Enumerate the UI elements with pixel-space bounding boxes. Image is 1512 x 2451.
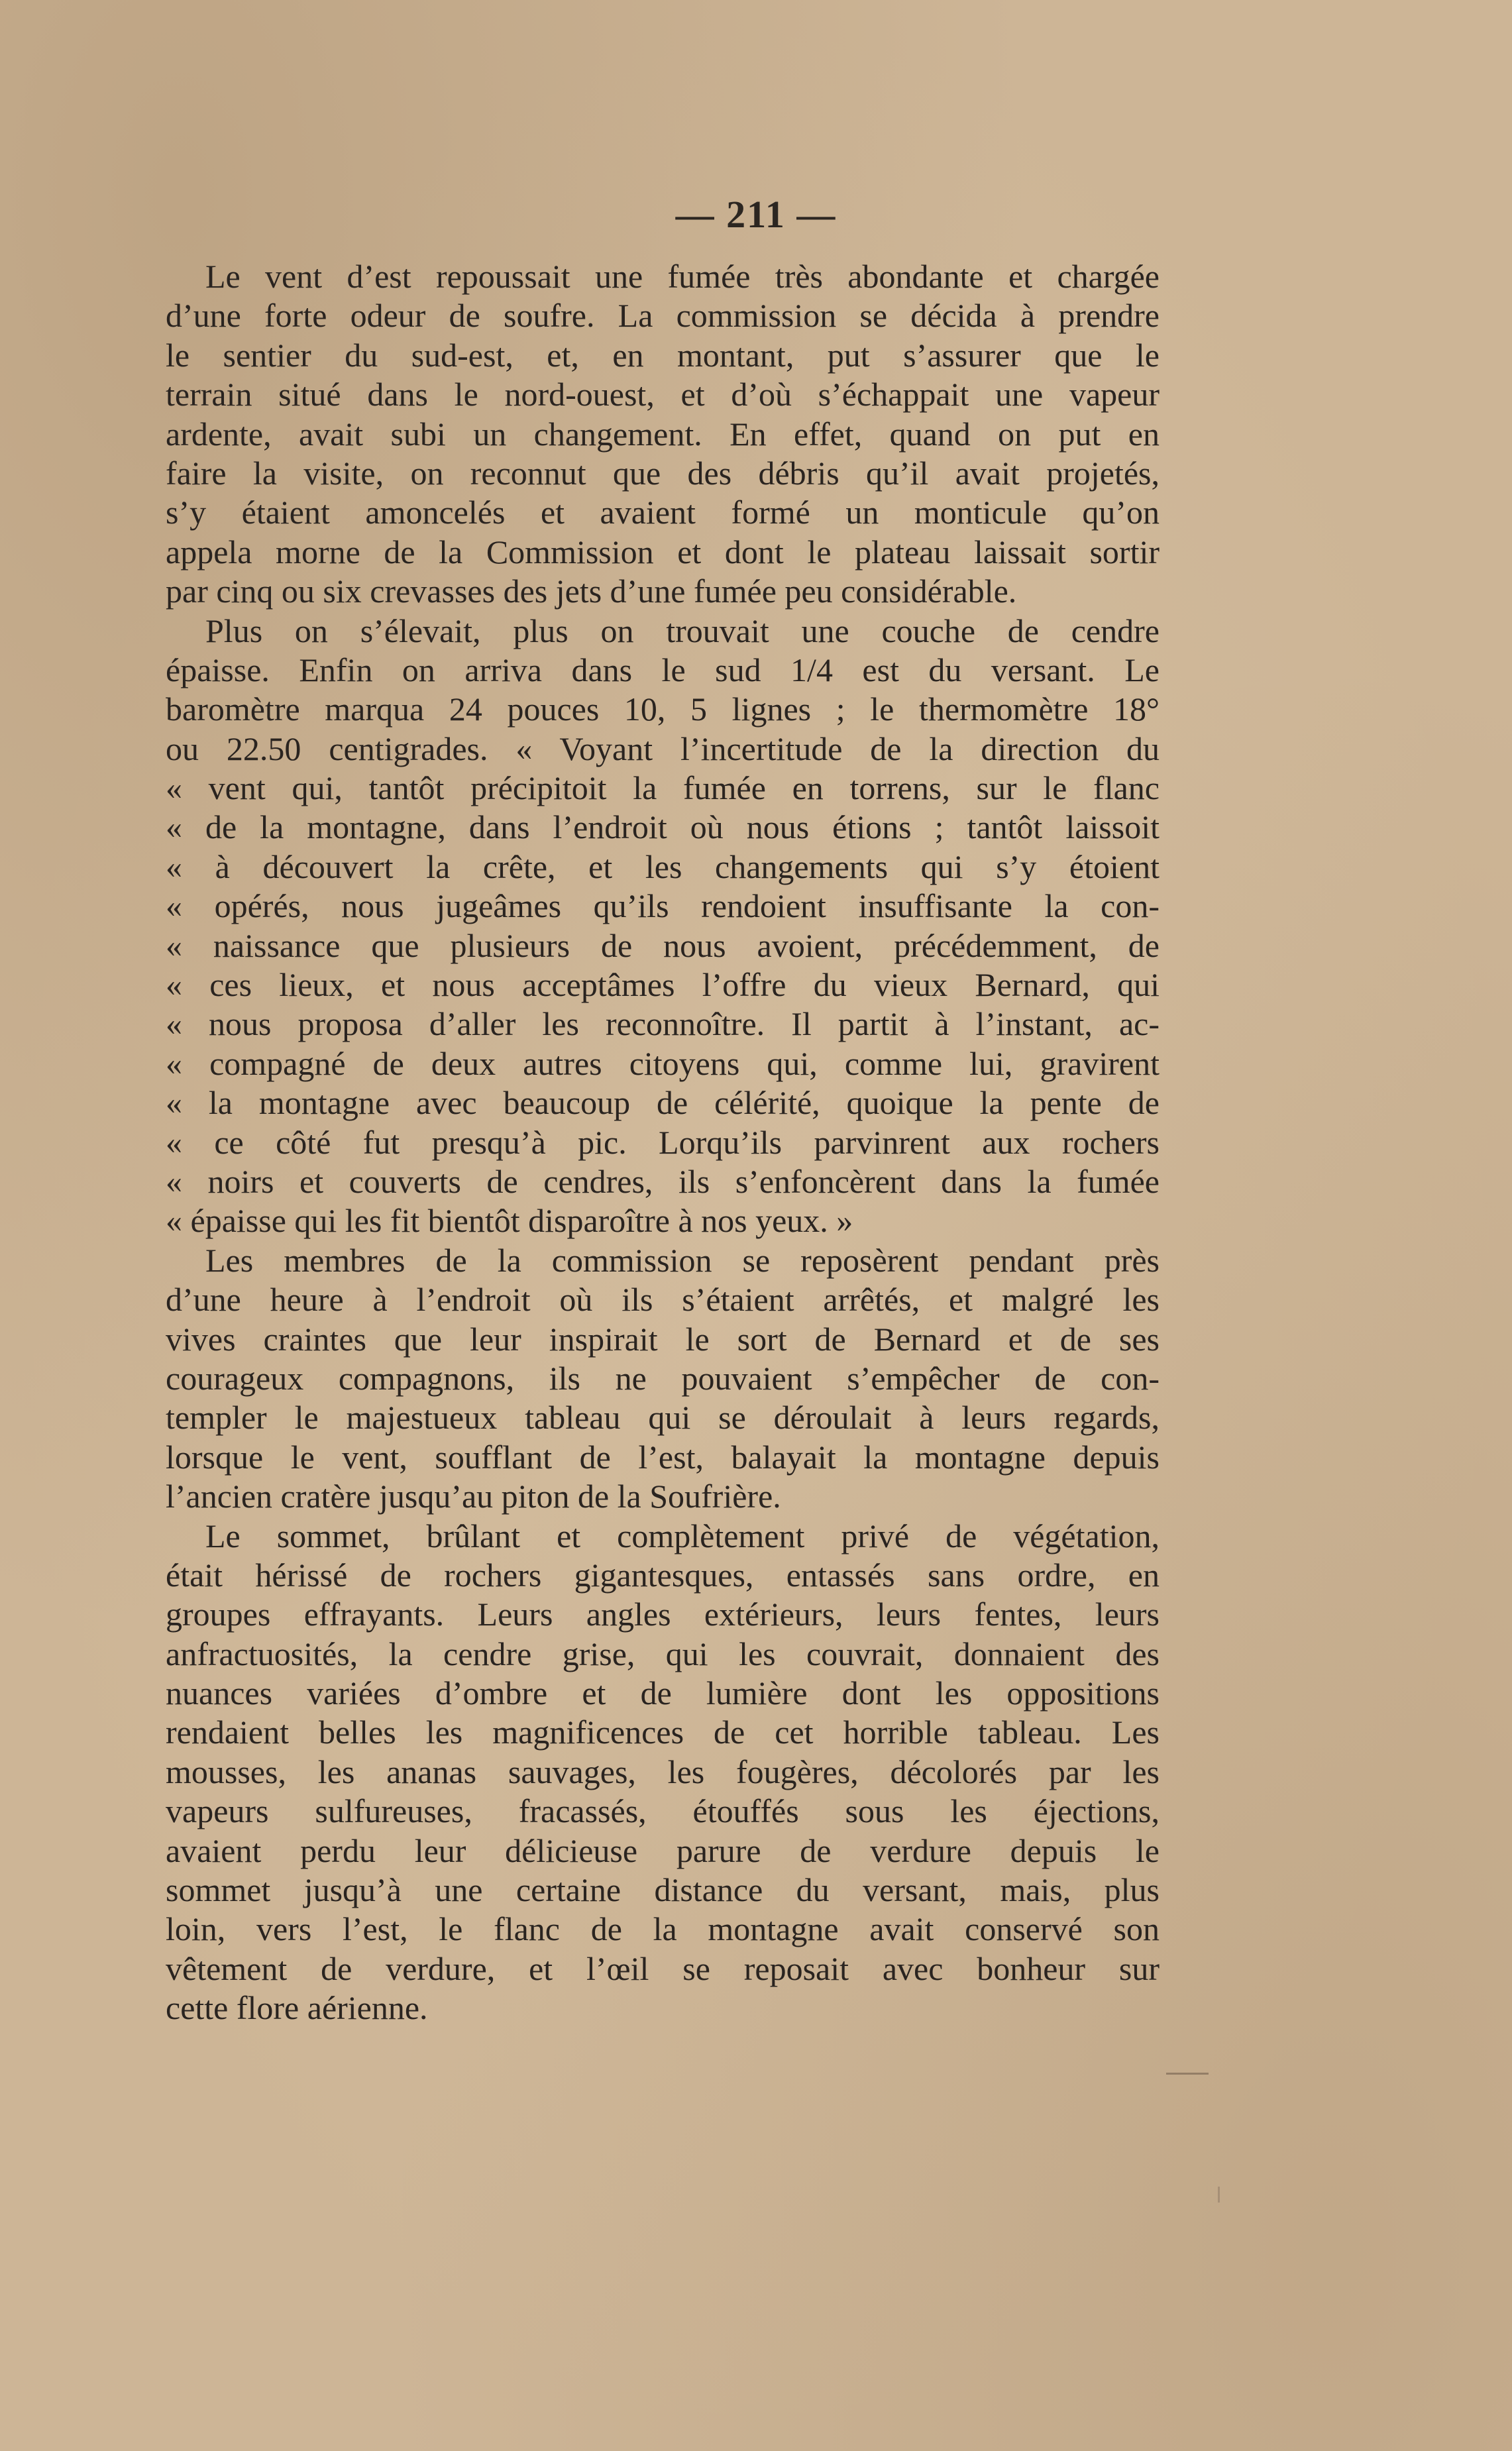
page-number: — 211 — [675, 193, 837, 236]
text-line: faire la visite, on reconnut que des débris qu’il avait projetés, [166, 454, 1160, 492]
text-line: sommet jusqu’à une certaine distance du versant, mais, plus [166, 1871, 1160, 1909]
text-line: groupes effrayants. Leurs angles extérieurs, leurs fentes, leurs [166, 1596, 1160, 1633]
text-line: ardente, avait subi un changement. En effet, quand on put en [166, 415, 1160, 453]
text-line: cette flore aérienne. [166, 1989, 428, 2027]
text-line: « la montagne avec beaucoup de célérité, quoique la pente de [166, 1084, 1160, 1122]
text-line: « de la montagne, dans l’endroit où nous étions ; tantôt laissoit [166, 808, 1160, 846]
text-line: nuances variées d’ombre et de lumière dont les oppositions [166, 1674, 1160, 1712]
text-line: lorsque le vent, soufflant de l’est, balayait la montagne depuis [166, 1438, 1160, 1476]
text-line: ou 22.50 centigrades. « Voyant l’incertitude de la direction du [166, 730, 1160, 767]
body-text [166, 257, 1160, 2028]
text-line: était hérissé de rochers gigantesques, entassés sans ordre, en [166, 1556, 1160, 1594]
text-line: « naissance que plusieurs de nous avoient, précédemment, de [166, 926, 1160, 964]
text-line: courageux compagnons, ils ne pouvaient s’empêcher de con- [166, 1359, 1160, 1397]
text-line: s’y étaient amoncelés et avaient formé un monticule qu’on [166, 494, 1160, 531]
text-line: Le vent d’est repoussait une fumée très abondante et chargée [205, 258, 1160, 295]
text-line: terrain situé dans le nord-ouest, et d’où s’échappait une vapeur [166, 376, 1160, 413]
text-line: Plus on s’élevait, plus on trouvait une couche de cendre [205, 612, 1160, 649]
text-line: loin, vers l’est, le flanc de la montagne avait conservé son [166, 1910, 1160, 1948]
text-line: vêtement de verdure, et l’œil se reposait avec bonheur sur [166, 1949, 1160, 1987]
text-line: « compagné de deux autres citoyens qui, comme lui, gravirent [166, 1044, 1160, 1082]
text-line: l’ancien cratère jusqu’au piton de la Soufrière. [166, 1478, 781, 1515]
text-line: rendaient belles les magnificences de cet horrible tableau. Les [166, 1714, 1160, 1751]
text-line: Les membres de la commission se reposèrent pendant près [205, 1241, 1160, 1279]
text-line: anfractuosités, la cendre grise, qui les couvrait, donnaient des [166, 1635, 1160, 1672]
text-line: « noirs et couverts de cendres, ils s’enfoncèrent dans la fumée [166, 1162, 1160, 1200]
text-line: « ces lieux, et nous acceptâmes l’offre du vieux Bernard, qui [166, 966, 1160, 1004]
text-line: d’une forte odeur de soufre. La commission se décida à prendre [166, 297, 1160, 335]
text-line: appela morne de la Commission et dont le plateau laissait sortir [166, 533, 1160, 571]
text-line: le sentier du sud-est, et, en montant, put s’assurer que le [166, 336, 1160, 374]
text-line: vapeurs sulfureuses, fracassés, étouffés sous les éjections, [166, 1792, 1160, 1830]
ink-mark [1218, 2187, 1220, 2203]
text-line: vives craintes que leur inspirait le sort de Bernard et de ses [166, 1320, 1160, 1358]
text-line: « épaisse qui les fit bientôt disparoître à nos yeux. » [166, 1202, 853, 1240]
text-line: « nous proposa d’aller les reconnoître. Il partit à l’instant, ac- [166, 1005, 1160, 1043]
text-line: Le sommet, brûlant et complètement privé de végétation, [205, 1517, 1160, 1554]
text-line: « vent qui, tantôt précipitoit la fumée en torrens, sur le flanc [166, 769, 1160, 807]
text-line: « opérés, nous jugeâmes qu’ils rendoient insuffisante la con- [166, 887, 1160, 925]
text-line: avaient perdu leur délicieuse parure de verdure depuis le [166, 1831, 1160, 1869]
text-line: épaisse. Enfin on arriva dans le sud 1/4 est du versant. Le [166, 651, 1160, 688]
text-line: baromètre marqua 24 pouces 10, 5 lignes ; le thermomètre 18° [166, 690, 1160, 728]
text-line: par cinq ou six crevasses des jets d’une fumée peu considérable. [166, 572, 1017, 610]
text-line: « ce côté fut presqu’à pic. Lorqu’ils parvinrent aux rochers [166, 1123, 1160, 1161]
text-line: templer le majestueux tableau qui se déroulait à leurs regards, [166, 1399, 1160, 1437]
text-line: mousses, les ananas sauvages, les fougères, décolorés par les [166, 1753, 1160, 1790]
ink-mark [1166, 2073, 1209, 2075]
text-line: d’une heure à l’endroit où ils s’étaient arrêtés, et malgré les [166, 1281, 1160, 1319]
text-line: « à découvert la crête, et les changements qui s’y étoient [166, 847, 1160, 885]
